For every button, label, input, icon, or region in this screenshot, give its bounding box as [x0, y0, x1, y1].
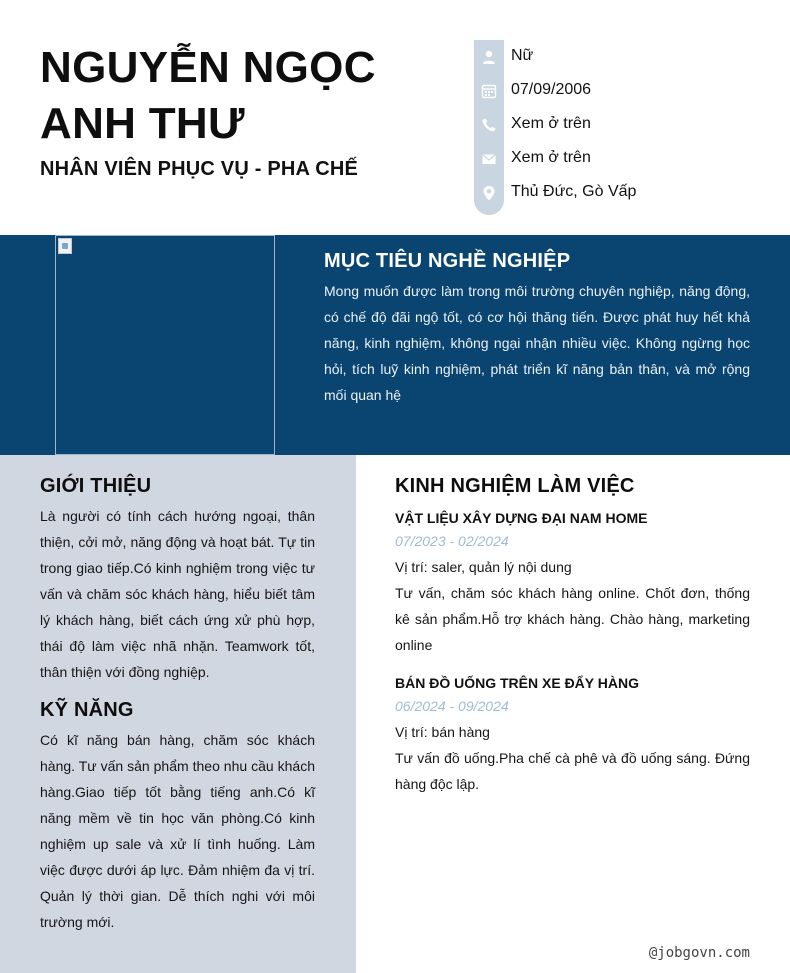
phone-value: Xem ở trên [511, 115, 591, 132]
skills-text: Có kĩ năng bán hàng, chăm sóc khách hàng. Tư vấn sản phẩm theo nhu cầu khách hàng.Giao tiếp tốt bằng tiếng anh.Có kĩ năng mềm về tin học văn phòng.Có kinh nghiệm up sale và xử lí tình huống. Làm việc được dưới áp lực. Đảm nhiệm đa vị trí. Quản lý thời gian. Dễ thích nghi với môi trường mới. [40, 732, 315, 930]
objective-heading: MỤC TIÊU NGHỀ NGHIỆP [324, 250, 571, 272]
contact-address [474, 176, 636, 210]
job-role: Vị trí: saler, quản lý nội dung [395, 559, 572, 575]
company-name: VẬT LIỆU XÂY DỰNG ĐẠI NAM HOME [395, 510, 648, 526]
intro-text: Là người có tính cách hướng ngoại, thân thiện, cởi mở, năng động và hoạt bát. Tự tin trong giao tiếp.Có kinh nghiệm trong việc tư vấn và chăm sóc khách hàng, hiểu biết tâm lý khách hàng, biết cách ứng xử phù hợp, thái độ làm việc nhã nhặn. Teamwork tốt, thân thiện với đồng nghiệp. [40, 508, 315, 680]
profile-photo [55, 235, 275, 455]
objective-text: Mong muốn được làm trong môi trường chuyên nghiệp, năng động, có chế độ đãi ngộ tốt, có cơ hội thăng tiến. Được phát huy hết khả năng, kinh nghiệm, không ngại nhận nhiều việc. Không ngừng học hỏi, tích luỹ kinh nghiệm, phát triển kĩ năng bản thân, và mở rộng mối quan hệ [324, 283, 750, 403]
job-period: 07/2023 - 02/2024 [395, 533, 509, 549]
contact-gender [474, 40, 636, 74]
address-value: Thủ Đức, Gò Vấp [511, 183, 637, 200]
gender-value: Nữ [511, 47, 534, 64]
location-icon [474, 176, 504, 210]
company-name: BÁN ĐỒ UỐNG TRÊN XE ĐẨY HÀNG [395, 675, 639, 691]
contact-email [474, 142, 636, 176]
birthdate-value: 07/09/2006 [511, 81, 592, 98]
experience-item [395, 675, 750, 797]
email-value: Xem ở trên [511, 149, 591, 166]
job-role: Vị trí: bán hàng [395, 724, 490, 740]
candidate-name: NGUYỄN NGỌC ANH THƯ [40, 43, 376, 148]
experience-heading: KINH NGHIỆM LÀM VIỆC [395, 475, 635, 497]
intro-heading: GIỚI THIỆU [40, 475, 152, 497]
experience-item [395, 510, 750, 658]
skills-heading: KỸ NĂNG [40, 699, 134, 721]
mail-icon [474, 142, 504, 176]
broken-image-icon [58, 238, 72, 254]
contact-birthdate [474, 74, 636, 108]
user-icon [474, 40, 504, 74]
job-period: 06/2024 - 09/2024 [395, 698, 509, 714]
contact-phone [474, 108, 636, 142]
job-description: Tư vấn đồ uống.Pha chế cà phê và đồ uống sáng. Đứng hàng độc lập. [395, 750, 750, 792]
job-description: Tư vấn, chăm sóc khách hàng online. Chốt đơn, thống kê sản phẩm.Hỗ trợ khách hàng. Chào hàng, marketing online [395, 585, 750, 653]
cv-header [0, 0, 790, 235]
calendar-icon [474, 74, 504, 108]
contact-list [474, 40, 636, 210]
phone-icon [474, 108, 504, 142]
right-column [356, 455, 790, 973]
objective-band [0, 235, 790, 455]
watermark-text: @jobgovn.com [648, 945, 750, 961]
job-title: NHÂN VIÊN PHỤC VỤ - PHA CHẾ [40, 158, 359, 180]
left-column [0, 455, 356, 973]
